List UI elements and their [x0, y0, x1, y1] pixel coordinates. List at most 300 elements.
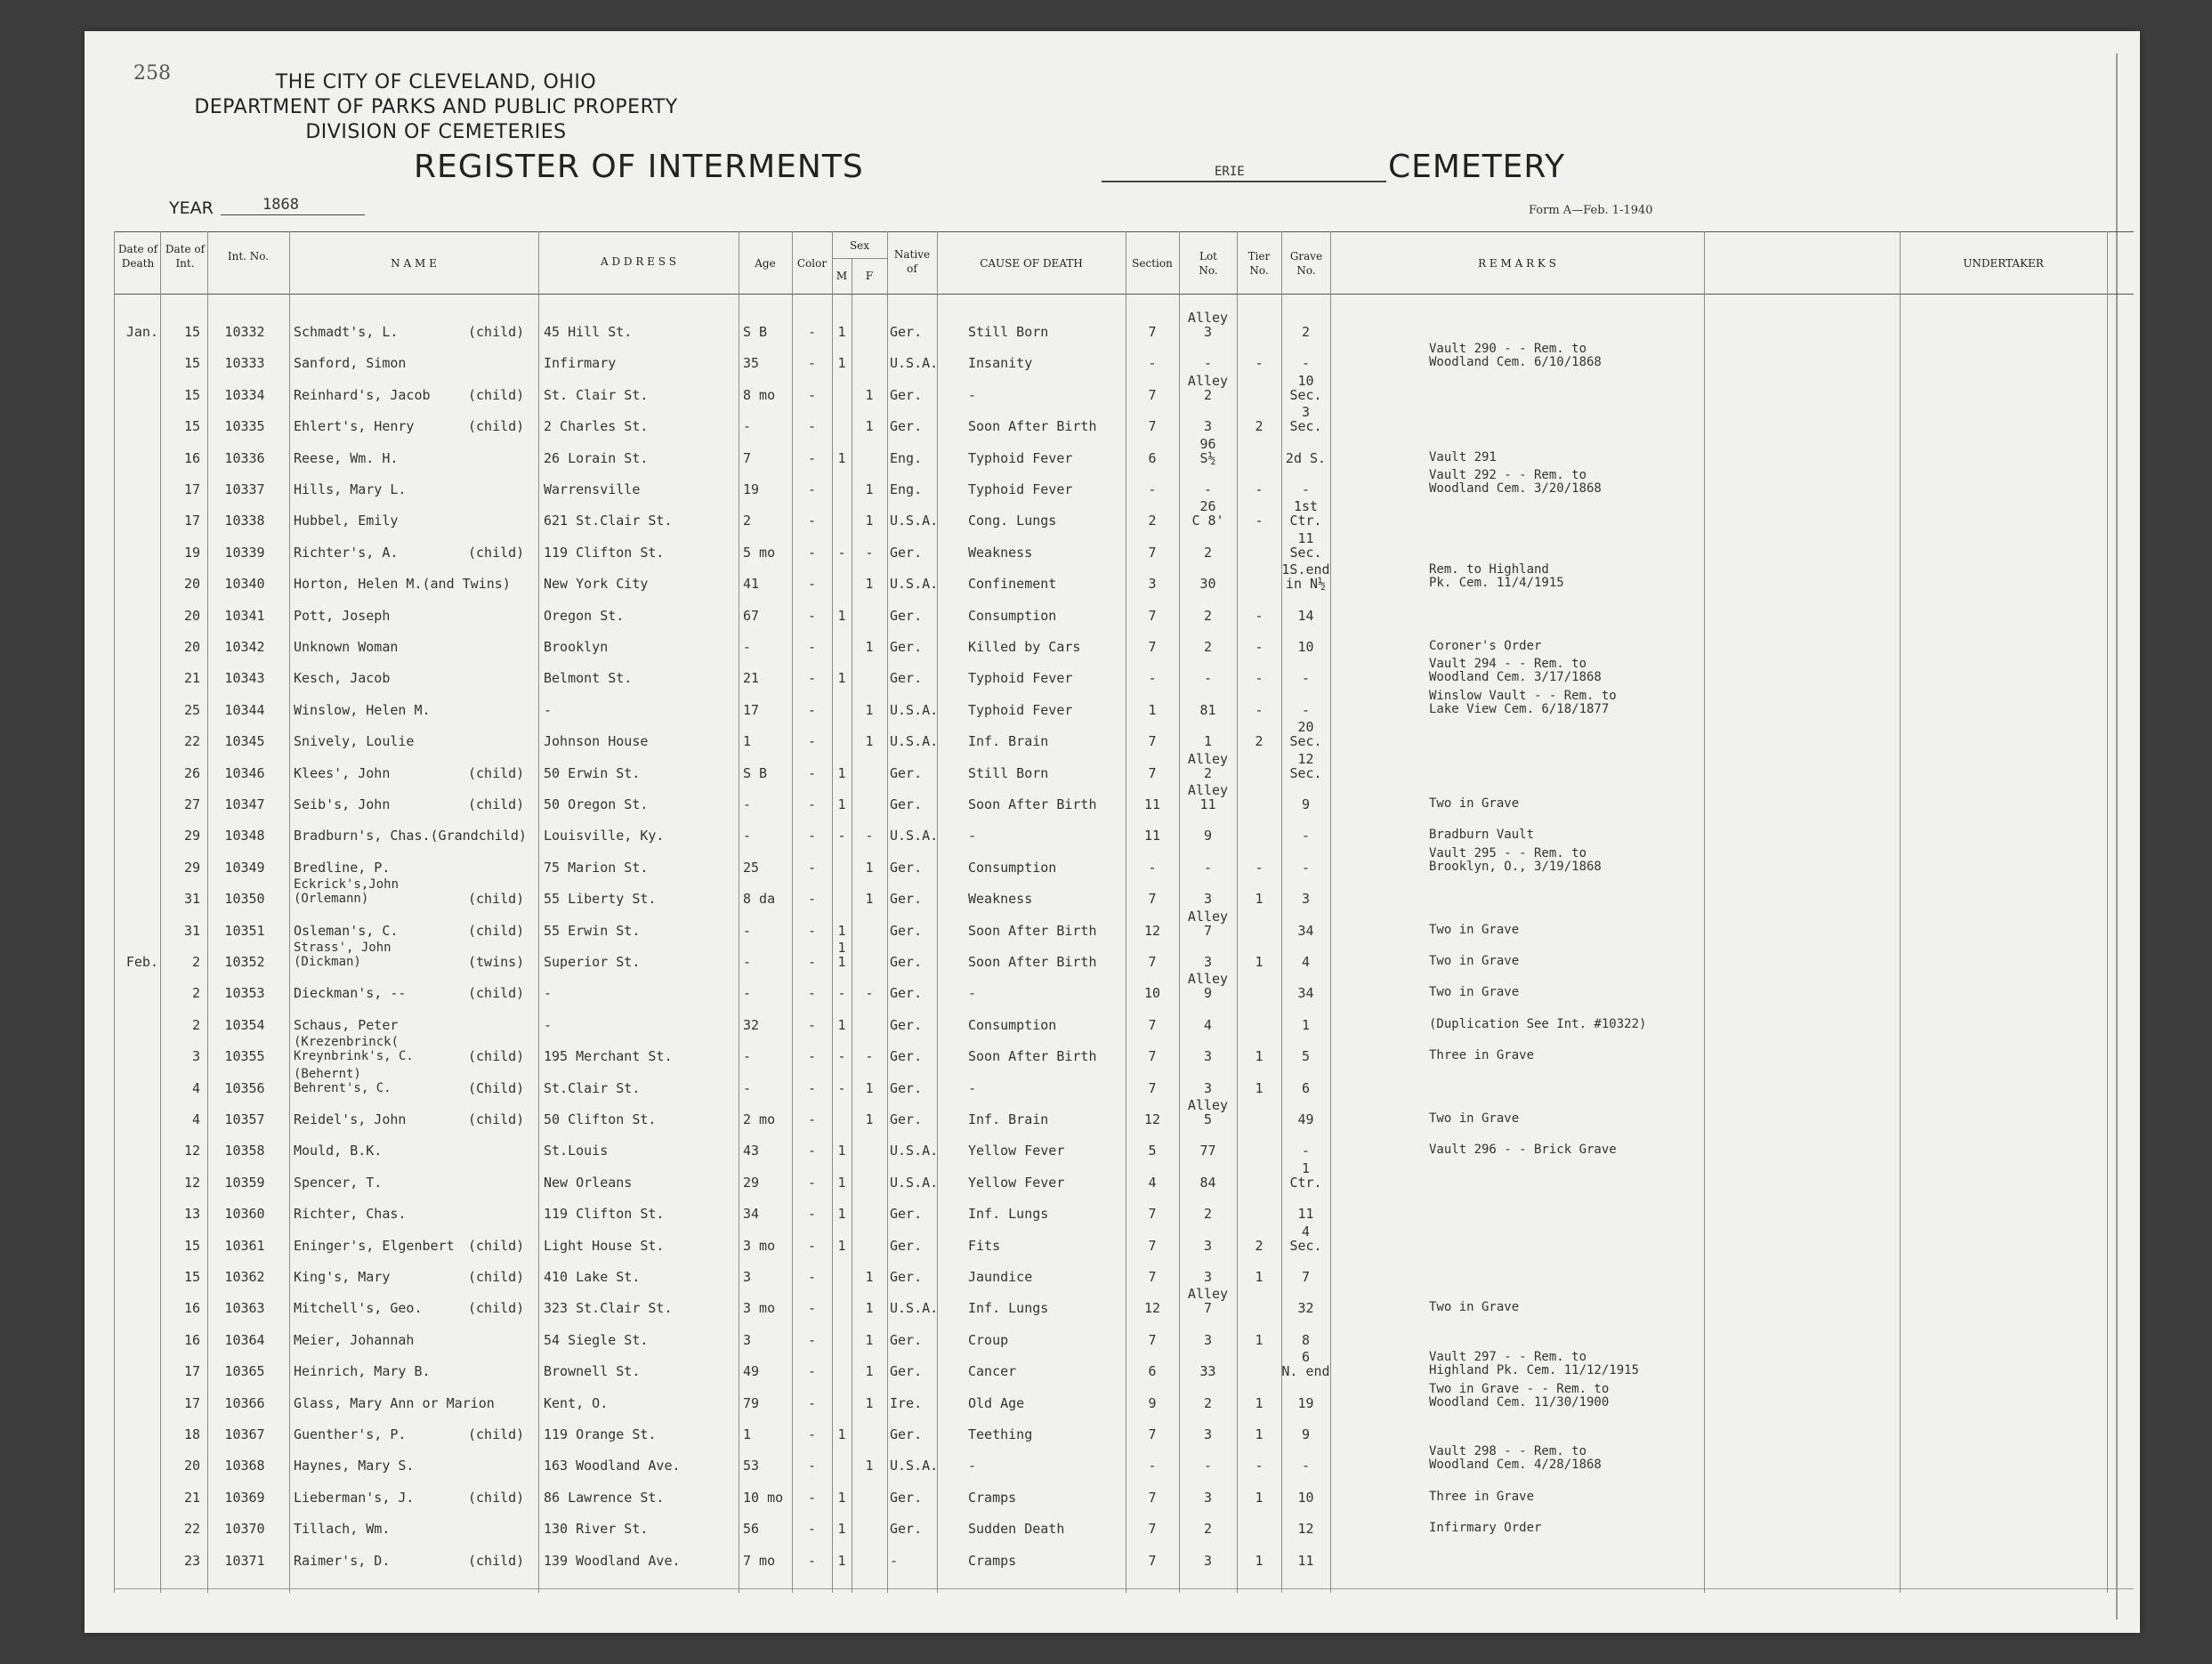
cell-color: - — [807, 1363, 817, 1380]
cell-color: - — [807, 733, 817, 750]
cell-color: - — [807, 639, 817, 655]
cell-lot: 3 — [1203, 954, 1213, 970]
cell-age: - — [743, 796, 752, 812]
cell-nat: Ger. — [890, 418, 923, 435]
cell-grave: - — [1301, 701, 1311, 718]
cell-day: 27 — [183, 796, 200, 812]
cell-nat: Ger. — [890, 1426, 923, 1442]
cell-addr: Johnson House — [544, 733, 649, 750]
cell-f: - — [865, 1048, 874, 1065]
cell-m: 1 — [837, 1016, 846, 1033]
cell-day: 2 — [191, 985, 200, 1002]
cell-name: Kesch, Jacob — [294, 670, 391, 687]
col-rule — [832, 231, 833, 1593]
cell-tier: - — [1255, 355, 1263, 372]
cell-tag: (child) — [468, 796, 525, 812]
cell-addr: 130 River St. — [544, 1521, 649, 1538]
cell-lot: - — [1203, 1458, 1213, 1474]
cell-grave: 1st Ctr. — [1289, 498, 1322, 529]
cell-day: 17 — [183, 1394, 200, 1411]
cell-f: 1 — [865, 513, 874, 529]
cell-nat: Ger. — [890, 324, 923, 340]
cell-name: Glass, Mary Ann or Marion — [294, 1394, 495, 1411]
cell-grave: - — [1301, 481, 1311, 497]
cell-cause: Still Born — [968, 324, 1049, 340]
cell-nat: Ger. — [890, 607, 923, 624]
cell-sec: 7 — [1148, 1331, 1157, 1348]
cell-addr: 119 Orange St. — [544, 1426, 657, 1442]
cell-name: Schmadt's, L. — [294, 324, 399, 340]
cell-cause: Sudden Death — [968, 1521, 1065, 1538]
cell-name: Guenther's, P. — [294, 1426, 407, 1442]
cell-no: 10369 — [224, 1489, 265, 1506]
cell-name: Horton, Helen M.(and Twins) — [294, 576, 511, 593]
cell-tier: - — [1255, 639, 1263, 655]
cell-day: 16 — [183, 449, 200, 466]
cell-day: 15 — [183, 418, 200, 435]
cell-cause: Jaundice — [968, 1269, 1033, 1285]
cell-nat: Ger. — [890, 1111, 923, 1127]
cell-no: 10333 — [224, 355, 265, 372]
cell-f: 1 — [865, 891, 874, 908]
cell-age: 25 — [743, 859, 760, 876]
cell-cause: Inf. Lungs — [968, 1206, 1049, 1223]
cell-addr: 410 Lake St. — [544, 1269, 641, 1285]
col-header-date-int: Date of Int. — [165, 243, 206, 270]
cell-grave: 20 Sec. — [1289, 719, 1322, 750]
cell-addr: 55 Erwin St. — [544, 922, 641, 939]
cell-color: - — [807, 1521, 817, 1538]
cell-grave: 1 Ctr. — [1289, 1159, 1322, 1191]
cell-lot: - — [1203, 481, 1213, 497]
cell-day: 21 — [183, 1489, 200, 1506]
cell-sec: 7 — [1148, 544, 1157, 561]
cell-addr: 50 Oregon St. — [544, 796, 649, 812]
cell-addr: 50 Clifton St. — [544, 1111, 657, 1127]
cell-nat: Eng. — [890, 481, 923, 497]
cell-cause: Teething — [968, 1426, 1033, 1442]
cell-sec: 11 — [1143, 828, 1161, 844]
cemetery-name: ERIE — [1215, 165, 1245, 179]
cell-no: 10341 — [224, 607, 265, 624]
cell-color: - — [807, 1300, 817, 1317]
cell-grave: 5 — [1301, 1048, 1311, 1065]
cell-grave: 34 — [1297, 922, 1314, 939]
cell-nat: Ger. — [890, 1079, 923, 1096]
cell-no: 10352 — [224, 954, 265, 970]
cell-m: 1 — [837, 1426, 846, 1442]
year-line — [221, 214, 365, 215]
cell-tier: - — [1255, 513, 1263, 529]
cell-cause: Soon After Birth — [968, 922, 1097, 939]
cell-grave: - — [1301, 1458, 1311, 1474]
cell-lot: - — [1203, 355, 1213, 372]
cell-sec: 7 — [1148, 1521, 1157, 1538]
cell-grave: 34 — [1297, 985, 1314, 1002]
cell-color: - — [807, 1331, 817, 1348]
cell-day: 15 — [183, 324, 200, 340]
cell-f: - — [865, 544, 874, 561]
col-header-native: Native of — [893, 248, 931, 275]
cell-day: 2 — [191, 954, 200, 970]
cell-addr: Louisville, Ky. — [544, 828, 665, 844]
cell-tag: (child) — [468, 1237, 525, 1254]
cell-addr: Infirmary — [544, 355, 617, 372]
cell-lot: 3 — [1203, 1079, 1213, 1096]
cell-addr: Brooklyn — [544, 639, 609, 655]
cell-day: 31 — [183, 891, 200, 908]
cell-lot: 3 — [1203, 1269, 1213, 1285]
cell-name: Eninger's, Elgenbert — [294, 1237, 455, 1254]
bleed-through-text — [1237, 62, 1243, 85]
cell-nat: U.S.A. — [890, 733, 939, 750]
cell-nat: Ger. — [890, 1237, 923, 1254]
cell-lot: 77 — [1199, 1143, 1216, 1159]
cell-rem: Vault 294 - - Rem. to Woodland Cem. 3/17/1868 — [1429, 657, 1602, 685]
cell-no: 10362 — [224, 1269, 265, 1285]
cell-cause: Inf. Lungs — [968, 1300, 1049, 1317]
form-number: Form A—Feb. 1-1940 — [1529, 204, 1653, 217]
cell-no: 10349 — [224, 859, 265, 876]
col-rule — [2107, 231, 2108, 1593]
cell-color: - — [807, 1016, 817, 1033]
cell-addr: 2 Charles St. — [544, 418, 649, 435]
cell-m: 1 — [837, 607, 846, 624]
cell-day: 16 — [183, 1300, 200, 1317]
cell-cause: Soon After Birth — [968, 418, 1097, 435]
col-rule — [887, 231, 888, 1593]
cell-no: 10366 — [224, 1394, 265, 1411]
cell-nat: Ger. — [890, 639, 923, 655]
cell-rem: Three in Grave — [1429, 1489, 1535, 1504]
cell-cause: - — [968, 386, 977, 403]
col-rule — [160, 231, 161, 1593]
col-rule — [1704, 231, 1705, 1593]
cell-no: 10364 — [224, 1331, 265, 1348]
col-rule — [289, 231, 290, 1593]
cell-tier: - — [1255, 670, 1263, 687]
cell-grave: 4 — [1301, 954, 1311, 970]
cell-sec: 7 — [1148, 733, 1157, 750]
cell-name: Meier, Johannah — [294, 1331, 415, 1348]
cell-addr: 54 Siegle St. — [544, 1331, 649, 1348]
cell-day: 29 — [183, 828, 200, 844]
cell-color: - — [807, 513, 817, 529]
cell-f: 1 — [865, 1363, 874, 1380]
cell-age: 8 da — [743, 891, 776, 908]
col-header-int-no: Int. No. — [227, 250, 270, 263]
cell-age: 3 mo — [743, 1300, 776, 1317]
cell-day: 29 — [183, 859, 200, 876]
cell-grave: 10 — [1297, 1489, 1314, 1506]
cell-addr: - — [544, 701, 553, 718]
cell-tier: 1 — [1255, 1426, 1263, 1442]
cell-age: 34 — [743, 1206, 760, 1223]
cell-color: - — [807, 796, 817, 812]
col-header-remarks: R E M A R K S — [1478, 257, 1556, 270]
cell-addr: Kent, O. — [544, 1394, 609, 1411]
cell-day: 20 — [183, 576, 200, 593]
cell-cause: Inf. Brain — [968, 733, 1049, 750]
cell-nat: U.S.A. — [890, 513, 939, 529]
cell-lot: Alley 7 — [1187, 1286, 1229, 1317]
cell-rem: Vault 297 - - Rem. to Highland Pk. Cem. 11/12/1915 — [1429, 1350, 1640, 1378]
cell-grave: 19 — [1297, 1394, 1314, 1411]
cell-no: 10359 — [224, 1174, 265, 1191]
cell-age: 53 — [743, 1458, 760, 1474]
cell-day: 22 — [183, 1521, 200, 1538]
cell-cause: Soon After Birth — [968, 954, 1097, 970]
cell-addr: 323 St.Clair St. — [544, 1300, 673, 1317]
cell-name: Schaus, Peter — [294, 1016, 399, 1033]
cell-day: 15 — [183, 386, 200, 403]
cell-addr: 163 Woodland Ave. — [544, 1458, 681, 1474]
cell-nat: Ger. — [890, 1489, 923, 1506]
sex-subheader-rule — [832, 258, 887, 259]
cell-nat: Ger. — [890, 1363, 923, 1380]
cell-no: 10337 — [224, 481, 265, 497]
cell-no: 10346 — [224, 764, 265, 781]
cell-cause: Still Born — [968, 764, 1049, 781]
cell-name: (Behernt) Behrent's, C. — [294, 1066, 392, 1095]
cell-lot: 3 — [1203, 1331, 1213, 1348]
cell-day: 21 — [183, 670, 200, 687]
cell-lot: 2 — [1203, 1521, 1213, 1538]
cell-sec: - — [1148, 355, 1157, 372]
cell-nat: U.S.A. — [890, 1174, 939, 1191]
cell-addr: 621 St.Clair St. — [544, 513, 673, 529]
cell-rem: Vault 291 — [1429, 449, 1497, 464]
cell-day: 20 — [183, 639, 200, 655]
cell-no: 10356 — [224, 1079, 265, 1096]
cell-grave: - — [1301, 670, 1311, 687]
cell-color: - — [807, 449, 817, 466]
cell-rem: Three in Grave — [1429, 1048, 1535, 1063]
cell-no: 10338 — [224, 513, 265, 529]
cell-name: Tillach, Wm. — [294, 1521, 391, 1538]
cell-cause: Yellow Fever — [968, 1174, 1065, 1191]
cell-name: Dieckman's, -- — [294, 985, 407, 1002]
cell-rem: Vault 292 - - Rem. to Woodland Cem. 3/20/1868 — [1429, 468, 1602, 496]
cell-grave: 11 Sec. — [1289, 529, 1322, 561]
cell-no: 10370 — [224, 1521, 265, 1538]
cell-lot: 3 — [1203, 418, 1213, 435]
cell-addr: 75 Marion St. — [544, 859, 649, 876]
cell-cause: Yellow Fever — [968, 1143, 1065, 1159]
cell-tier: 1 — [1255, 891, 1263, 908]
cell-nat: U.S.A. — [890, 1458, 939, 1474]
cell-sec: 7 — [1148, 954, 1157, 970]
cell-age: 21 — [743, 670, 760, 687]
cell-nat: U.S.A. — [890, 1300, 939, 1317]
cell-no: 10348 — [224, 828, 265, 844]
cell-lot: Alley 3 — [1187, 310, 1229, 340]
cell-tag: (child) — [468, 324, 525, 340]
cell-f: 1 — [865, 1269, 874, 1285]
cell-nat: Ger. — [890, 1521, 923, 1538]
cell-tier: 1 — [1255, 1048, 1263, 1065]
cell-cause: Cancer — [968, 1363, 1017, 1380]
cell-age: 5 mo — [743, 544, 776, 561]
col-header-name: N A M E — [391, 257, 437, 270]
cell-cause: Inf. Brain — [968, 1111, 1049, 1127]
cell-age: S B — [743, 324, 768, 340]
cell-grave: 3 Sec. — [1289, 404, 1322, 435]
col-header-address: A D D R E S S — [600, 255, 677, 268]
cell-f: 1 — [865, 386, 874, 403]
cell-rem: Vault 296 - - Brick Grave — [1429, 1143, 1617, 1158]
cell-nat: - — [890, 1552, 899, 1569]
cell-lot: 2 — [1203, 1206, 1213, 1223]
cell-sec: 11 — [1143, 796, 1161, 812]
cell-addr: 86 Lawrence St. — [544, 1489, 665, 1506]
cell-lot: 81 — [1199, 701, 1216, 718]
cell-no: 10343 — [224, 670, 265, 687]
cell-tier: 1 — [1255, 1079, 1263, 1096]
cell-no: 10344 — [224, 701, 265, 718]
cell-f: 1 — [865, 481, 874, 497]
cell-rem: Rem. to Highland Pk. Cem. 11/4/1915 — [1429, 562, 1564, 591]
cell-nat: Ger. — [890, 544, 923, 561]
cell-color: - — [807, 576, 817, 593]
cell-m: 1 — [837, 449, 846, 466]
cell-age: 7 mo — [743, 1552, 776, 1569]
cell-color: - — [807, 1394, 817, 1411]
cell-sec: - — [1148, 481, 1157, 497]
cell-tier: 1 — [1255, 1269, 1263, 1285]
cell-tier: 1 — [1255, 1394, 1263, 1411]
cell-age: - — [743, 418, 752, 435]
cell-color: - — [807, 386, 817, 403]
cell-sec: 7 — [1148, 1237, 1157, 1254]
cell-nat: Ger. — [890, 922, 923, 939]
cell-day: 15 — [183, 355, 200, 372]
cell-addr: Oregon St. — [544, 607, 625, 624]
cell-f: 1 — [865, 1300, 874, 1317]
cell-m: 1 1 — [837, 940, 846, 970]
cell-m: - — [837, 544, 846, 561]
cell-day: 17 — [183, 513, 200, 529]
cell-grave: 32 — [1297, 1300, 1314, 1317]
cell-nat: U.S.A. — [890, 828, 939, 844]
cell-color: - — [807, 418, 817, 435]
cell-addr: St. Clair St. — [544, 386, 649, 403]
table-bottom-rule — [114, 1588, 2134, 1589]
cell-tier: - — [1255, 481, 1263, 497]
cell-nat: Ger. — [890, 796, 923, 812]
cell-name: King's, Mary — [294, 1269, 391, 1285]
cell-lot: 2 — [1203, 1394, 1213, 1411]
cell-grave: 11 — [1297, 1206, 1314, 1223]
cell-m: 1 — [837, 1206, 846, 1223]
cell-f: 1 — [865, 701, 874, 718]
cell-no: 10358 — [224, 1143, 265, 1159]
cell-sec: 7 — [1148, 764, 1157, 781]
cell-lot: 3 — [1203, 1237, 1213, 1254]
cell-mon: Feb. — [125, 954, 158, 970]
cell-sec: 4 — [1148, 1174, 1157, 1191]
cell-age: S B — [743, 764, 768, 781]
cell-sec: - — [1148, 1458, 1157, 1474]
cell-color: - — [807, 607, 817, 624]
cell-tier: 1 — [1255, 954, 1263, 970]
col-header-cause: CAUSE OF DEATH — [980, 257, 1083, 270]
cell-name: (Krezenbrinck( Kreynbrink's, C. — [294, 1035, 414, 1064]
cell-name: Sanford, Simon — [294, 355, 407, 372]
cell-sec: 12 — [1143, 1300, 1161, 1317]
cell-age: 8 mo — [743, 386, 776, 403]
year-label: YEAR — [169, 198, 214, 218]
cemetery-name-line — [1102, 181, 1386, 182]
cell-age: 3 — [743, 1269, 752, 1285]
cell-tag: (child) — [468, 1048, 525, 1065]
cell-nat: Eng. — [890, 449, 923, 466]
cell-cause: Typhoid Fever — [968, 670, 1073, 687]
cell-cause: - — [968, 985, 977, 1002]
cell-day: 3 — [191, 1048, 200, 1065]
cell-no: 10332 — [224, 324, 265, 340]
col-header-tier: Tier No. — [1247, 250, 1271, 277]
cell-f: 1 — [865, 859, 874, 876]
cell-color: - — [807, 859, 817, 876]
cell-cause: Typhoid Fever — [968, 449, 1073, 466]
cell-cause: Fits — [968, 1237, 1001, 1254]
cell-name: Ehlert's, Henry — [294, 418, 415, 435]
cell-color: - — [807, 1079, 817, 1096]
cell-age: 29 — [743, 1174, 760, 1191]
cell-addr: 119 Clifton St. — [544, 544, 665, 561]
cell-nat: Ger. — [890, 891, 923, 908]
cell-no: 10367 — [224, 1426, 265, 1442]
cell-day: 23 — [183, 1552, 200, 1569]
cell-nat: Ger. — [890, 1269, 923, 1285]
cell-tag: (child) — [468, 1111, 525, 1127]
cell-grave: 3 — [1301, 891, 1311, 908]
cell-name: Haynes, Mary S. — [294, 1458, 415, 1474]
cell-f: 1 — [865, 1394, 874, 1411]
cell-nat: Ger. — [890, 859, 923, 876]
cell-cause: Consumption — [968, 607, 1057, 624]
cell-tier: - — [1255, 859, 1263, 876]
cell-nat: Ger. — [890, 764, 923, 781]
cell-nat: Ire. — [890, 1394, 923, 1411]
cell-lot: 33 — [1199, 1363, 1216, 1380]
department-heading: DEPARTMENT OF PARKS AND PUBLIC PROPERTY — [194, 96, 678, 118]
cell-nat: Ger. — [890, 1048, 923, 1065]
cell-rem: Infirmary Order — [1429, 1521, 1542, 1536]
cell-m: 1 — [837, 1237, 846, 1254]
cell-addr: Light House St. — [544, 1237, 665, 1254]
cell-cause: - — [968, 1458, 977, 1474]
cell-color: - — [807, 544, 817, 561]
cell-name: Klees', John — [294, 764, 391, 781]
cell-tier: - — [1255, 701, 1263, 718]
cell-grave: 9 — [1301, 796, 1311, 812]
cell-no: 10345 — [224, 733, 265, 750]
cell-grave: 11 — [1297, 1552, 1314, 1569]
col-header-color: Color — [796, 257, 827, 270]
cell-no: 10351 — [224, 922, 265, 939]
cell-cause: Weakness — [968, 891, 1033, 908]
cell-cause: Soon After Birth — [968, 796, 1097, 812]
cell-day: 19 — [183, 544, 200, 561]
cell-color: - — [807, 670, 817, 687]
cell-name: Raimer's, D. — [294, 1552, 391, 1569]
cell-grave: 2 — [1301, 324, 1311, 340]
col-header-sex-f: F — [865, 270, 874, 282]
cell-color: - — [807, 828, 817, 844]
col-rule — [114, 231, 115, 1593]
